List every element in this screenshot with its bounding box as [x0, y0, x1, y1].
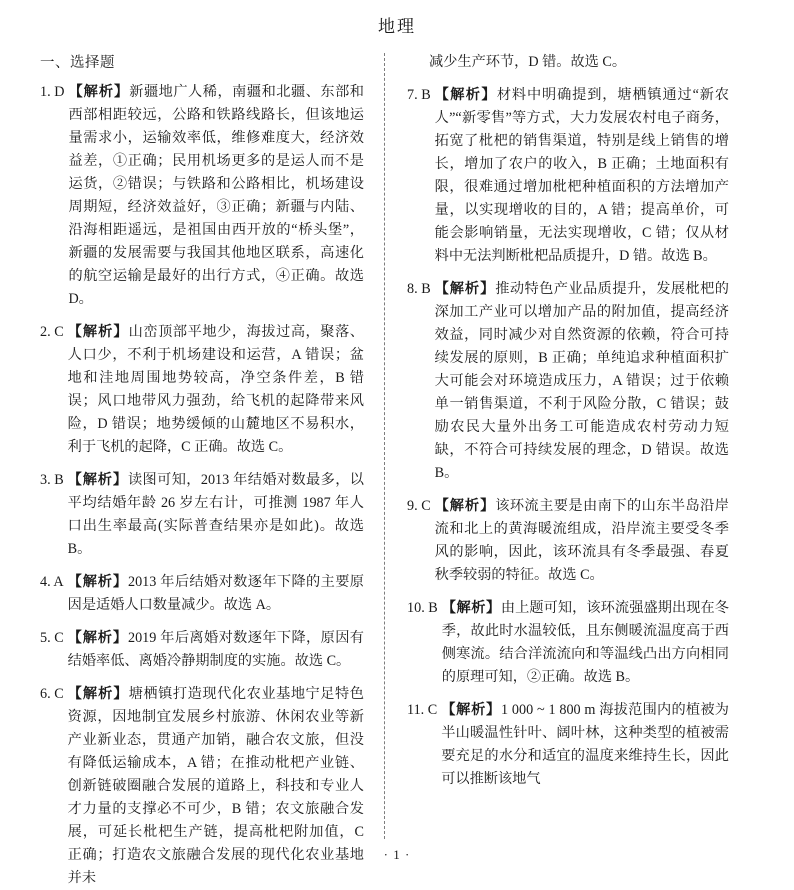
answer-text: 由上题可知，该环流强盛期出现在冬季，故此时水温较低，且东侧暖流温度高于西侧寒流。结合洋流流向和等温线凸出方向相同的原理可知，②正确。故选 B。: [441, 600, 729, 685]
answer-item: [407, 597, 729, 689]
answer-number: 9. C: [407, 498, 431, 514]
analysis-tag: 【解析】: [441, 702, 501, 718]
answer-body: [435, 495, 729, 587]
analysis-tag: 【解析】: [434, 87, 497, 103]
answer-body: [68, 321, 364, 459]
answer-text: 推动特色产业品质提升，发展枇杷的深加工产业可以增加产品的附加值，提高经济效益，同时减少对自然资源的依赖，符合可持续发展的原则，B 正确；单纯追求种植面积扩大可能会对环境造成压力，A 错误；过于依赖单一销售渠道，不利于风险分散，C 错误；鼓励农民大量外出务工可能造成农村劳动力短缺，不符合可持续发展的理念，D 错误。故选 B。: [434, 281, 729, 481]
answer-number: 3. B: [40, 472, 64, 488]
analysis-tag: 【解析】: [68, 84, 130, 100]
answer-text: 2019 年后离婚对数逐年下降，原因有结婚率低、离婚冷静期制度的实施。故选 C。: [67, 630, 364, 669]
answer-text: 材料中明确提到，塘栖镇通过“新农人”“新零售”等方式，大力发展农村电子商务，拓宽了枇杷的销售渠道，特别是线上销售的增长，增加了农户的收入，B 正确；土地面积有限，很难通过增加枇杷种植面积的方法增加产量，以实现增收的目的，A 错；提高单价，可能会影响销量，无法实现增收，C 错；仅从材料中无法判断枇杷品质提升，D 错。故选 B。: [434, 87, 729, 264]
analysis-tag: 【解析】: [67, 574, 128, 590]
answer-item: [407, 699, 729, 791]
answer-item: [407, 495, 729, 587]
answer-number: 5. C: [40, 630, 64, 646]
answer-body: [68, 469, 364, 561]
continued-paragraph: 减少生产环节，D 错。故选 C。: [429, 54, 627, 70]
right-column: [389, 51, 729, 841]
answer-item: [407, 278, 729, 485]
analysis-tag: 【解析】: [67, 324, 129, 340]
page-footer: · 1 ·: [383, 847, 411, 862]
analysis-tag: 【解析】: [67, 472, 128, 488]
answer-body: [68, 571, 364, 617]
answer-text: 山峦顶部平地少，海拔过高，聚落、人口少，不利于机场建设和运营，A 错误；盆地和洼地周围地势较高，净空条件差，B 错误；风口地带风力强劲，给飞机的起降带来风险，D 错误；地势缓倾的山麓地区不易积水，利于飞机的起降，C 正确。故选 C。: [67, 324, 364, 455]
answer-item: [40, 571, 364, 617]
analysis-tag: 【解析】: [434, 498, 496, 514]
answer-number: 1. D: [40, 84, 65, 100]
answer-text: 该环流主要是由南下的山东半岛沿岸流和北上的黄海暖流组成，沿岸流主要受冬季风的影响，因此，该环流具有冬季最强、春夏秋季较弱的特征。故选 C。: [434, 498, 729, 583]
answer-item: [40, 469, 364, 561]
left-column: [40, 51, 380, 886]
analysis-tag: 【解析】: [434, 281, 496, 297]
answer-item: [40, 81, 364, 311]
analysis-tag: 【解析】: [67, 686, 129, 702]
column-divider: [384, 53, 385, 839]
section-heading: 一、选择题: [40, 55, 115, 71]
answer-text: 1 000 ~ 1 800 m 海拔范围内的植被为半山暖温性针叶、阔叶林，这种类型的植被需要充足的水分和适宜的温度来维持生长，因此可以推断该地气: [441, 702, 729, 787]
answer-item: [407, 84, 729, 268]
two-column-body: [40, 51, 754, 886]
answer-body: [442, 597, 729, 689]
answer-number: 11. C: [407, 702, 438, 718]
answer-body: [435, 278, 729, 485]
answer-body: [68, 627, 364, 673]
answer-number: 6. C: [40, 686, 64, 702]
answer-number: 8. B: [407, 281, 431, 297]
answer-number: 7. B: [407, 87, 431, 103]
answer-number: 2. C: [40, 324, 64, 340]
answer-item: [40, 627, 364, 673]
answer-text: 新疆地广人稀，南疆和北疆、东部和西部相距较远，公路和铁路线路长，但该地运量需求小，运输效率低，维修难度大，经济效益差，①正确；民用机场更多的是运人而不是运货，②错误；与铁路和公路相比，机场建设周期短，经济效益好，③正确；新疆与内陆、沿海相距遥远，是祖国由西开放的“桥头堡”，新疆的发展需要与我国其他地区联系，高速化的航空运输是最好的出行方式，④正确。故选 D。: [68, 84, 364, 307]
analysis-tag: 【解析】: [67, 630, 128, 646]
answer-body: [441, 699, 729, 791]
analysis-tag: 【解析】: [441, 600, 501, 616]
answer-text: 2013 年后结婚对数逐年下降的主要原因是适婚人口数量减少。故选 A。: [67, 574, 364, 613]
answer-number: 4. A: [40, 574, 64, 590]
answer-body: [68, 81, 364, 311]
answer-text: 读图可知，2013 年结婚对数最多，以平均结婚年龄 26 岁左右计，可推测 1987 年人口出生率最高(实际普查结果亦是如此)。故选 B。: [67, 472, 364, 557]
page-title: 地理: [378, 17, 416, 36]
answer-text: 塘栖镇打造现代化农业基地宁足特色资源，因地制宜发展乡村旅游、休闲农业等新产业新业态，贯通产加销，融合农文旅，但没有降低运输成本，A 错；在推动枇杷产业链、创新链破圈融合发展的道路上，科技和专业人才力量的支撑必不可少，B 错；农文旅融合发展，可延长枇杷生产链，提高枇杷附加值，C 正确；打造农文旅融合发展的现代化农业基地并未: [67, 686, 364, 886]
answer-number: 10. B: [407, 600, 438, 616]
answer-body: [435, 84, 729, 268]
answer-item: [40, 321, 364, 459]
